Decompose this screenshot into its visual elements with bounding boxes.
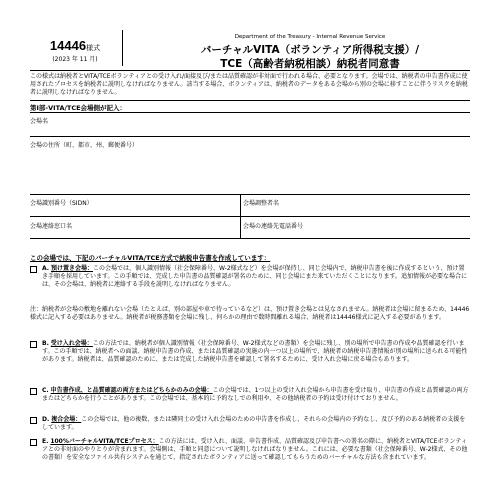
contact-field[interactable] [30,238,470,239]
option-d-letter: D. [42,416,50,423]
title-line-1: バーチャルVITA（ボランティア所得税支援）/ [200,44,420,56]
header-divider [122,30,123,66]
option-e-title: 100%バーチャルVITA/TCEプロセス： [50,438,159,445]
option-e-letter: E. [42,438,49,445]
option-d-title: 複合会場： [51,416,82,423]
option-e-body: この方法には、受け入れ、面談、申告書作成、品質確認及び申告書への署名の際に、納税者とVITA/TCEボランティアとの非対面のやりとりが含まれます。会場側は、手順と同意について説明しなければなりません。これには、必要な書類（社会保障番号、W-2様式、その他の書類）を安全なファイル共有システムを通じて、指定されたボランティアに送って確認してもらうためのバーチャルな方法も含まれています。 [42,438,468,462]
sidn-field[interactable] [30,216,470,217]
title-line-2: TCE（高齢者納税相談）納税者同意書 [220,58,400,70]
option-b-title: 受け入れ会場： [50,340,93,347]
option-d-checkbox[interactable] [30,417,37,424]
option-a [30,265,470,301]
form-date: (2023 年 11 月) [52,56,98,63]
option-c-checkbox[interactable] [30,388,37,395]
methods-heading: この会場では、下記のバーチャルVITA/TCE方式で納税申告書を作成しています： [30,254,271,262]
intro-text: この様式は納税者とVITA/TCEボランティアとの受け入れ/面接及び/または品質確認が非対面で行われる場合、必要となります。会場では、納税者の申告書作成に使用されたプロセスを納税者に説明しなければなりません。該当する場合、ボランティアは、納税者のデータをある会場から別の会場に移すことに伴うリスクを納税者に説明しなければなりません。 [30,73,468,97]
part1-heading: 第I部-VITA/TCE会場側が記入： [30,104,127,112]
option-c-letter: C. [42,387,49,394]
site-address-label: 会場の住所（町、都市、州、郵便番号） [30,142,139,149]
option-c-body: この会場では、1つ以上の受け入れ会場から申告書を受け取り、申告書の作成と品質確認の両方またはどちらかを行うことがあります。この会場では、基本的に予約なしでの利用や、その他納税者の予約は受け付けておりません。 [42,387,469,403]
option-c-title: 申告書作成、と品質確認の両方またはどちらかのみの会場： [50,387,213,394]
sidn-label: 会場識別番号（SIDN） [30,200,93,207]
form-title [130,43,480,71]
header-rule [30,70,470,71]
option-b-letter: B. [42,340,49,347]
option-e-checkbox[interactable] [30,439,37,446]
option-b-checkbox[interactable] [30,341,37,348]
option-d-body: この会場では、他の複数、または隣同士の受け入れ会場のための申告書を作成し、それらの会場内の予約なし、及び予約のある納税者の支援をしています。 [42,416,466,432]
site-address-field[interactable] [30,194,470,195]
contact-label: 会場連絡窓口名 [30,223,73,230]
contact-phone-label: 会場の連絡先電話番号 [243,223,304,230]
site-name-field[interactable] [30,136,470,137]
form-number-block [30,38,120,63]
note-text: 注：納税者が会場の敷地を離れない会場（たとえば、別の部屋や車で待っているなど）は、預け置き会場とは見なされません。納税者は会場に留まるため、14446様式に記入する必要はありません。納税者が税務書類を会場に残し、何らかの理由で数時間離れる場合、納税者は14446様式に記入する必要があります。 [30,306,470,322]
option-a-letter: A. [42,265,50,272]
option-a-body: この会場では、個人識別情報（社会保障番号、W-2様式など）を会場が保持し、同じ会場内で、納税申告書を後に作成するという、預け置き手順を採用しています。この手順では、完成した申告書の品質確認が署名のために、同じ会場にまた来ていただくことになります。追加情報が必要な場合には、その会場は、納税者に連絡する手段を説明しなければなりません。 [42,265,468,289]
part1-rule [30,112,470,113]
option-a-title: 預け置き会場： [50,265,93,272]
option-b-body: この方法では、納税者が個人識別情報（社会保障番号、W-2様式などの書類）を会場に残し、別の場所で申告書の作成や品質確認を行います。この手順では、納税者への面談、納税申告書の作成、または品質確認の実施の内一つ以上の場所で、納税者の納税申告書情報が別の場所に送られる可能性があります。納税者は、品質確認のために、または完成した納税申告書を確認して署名するために、受け入れ会場に戻る場合もあります。 [42,340,468,364]
option-a-checkbox[interactable] [30,266,37,273]
intro-rule [30,100,470,101]
form-number: 14446様式 [49,38,101,53]
coordinator-label: 会場調整者名 [243,200,280,207]
department-line: Department of the Treasury - Internal Revenue Service [234,34,386,40]
site-name-label: 会場名 [30,118,49,125]
